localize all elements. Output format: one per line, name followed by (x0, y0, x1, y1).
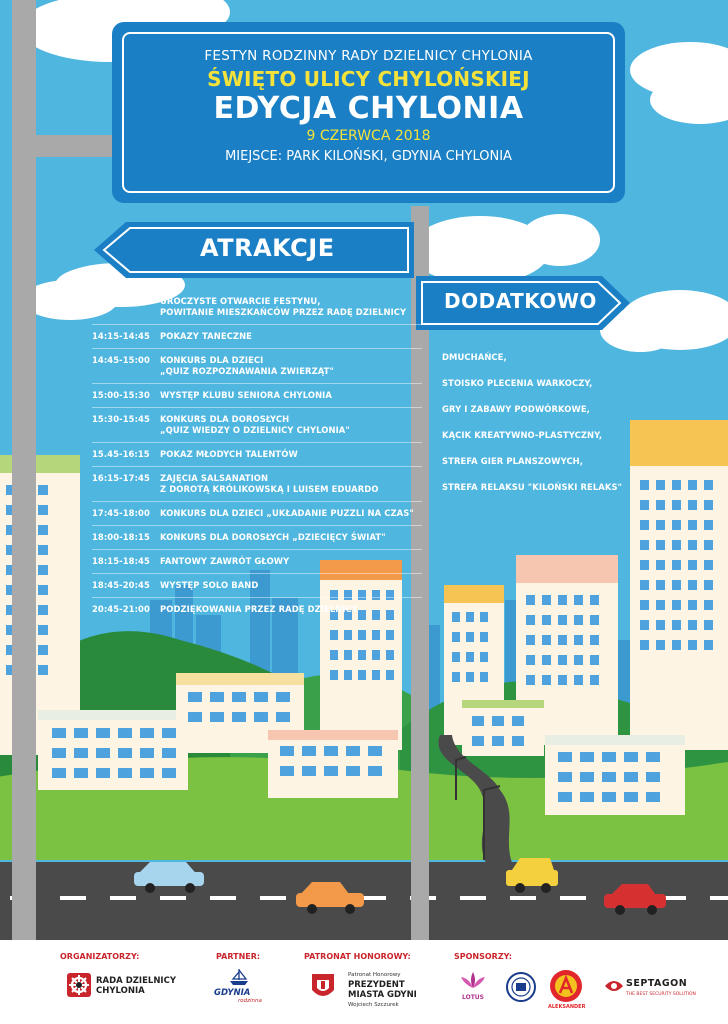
patronage-small-caption: Patronat Honorowy (348, 972, 401, 978)
schedule-divider (92, 383, 422, 384)
event-date: 9 CZERWCA 2018 (306, 128, 431, 144)
schedule-row (92, 390, 422, 401)
sponsors-label: SPONSORZY: (454, 952, 512, 961)
schedule-divider (92, 501, 422, 502)
partner-logo-subtext: rodzinna (238, 998, 262, 1004)
festival-organizer-heading: FESTYN RODZINNY RADY DZIELNICY CHYLONIA (204, 48, 533, 64)
schedule-row (92, 355, 422, 377)
schedule-description: KONKURS DLA DOROSŁYCH „DZIECIĘCY ŚWIAT" (160, 532, 386, 542)
schedule-time: 15:00-15:30 (92, 390, 150, 400)
round-seal-logo-icon (506, 972, 536, 1002)
schedule-divider (92, 442, 422, 443)
aleksander-badge-icon (548, 968, 584, 1004)
organizers-label: ORGANIZATORZY: (60, 952, 140, 961)
schedule-description: KONKURS DLA DOROSŁYCH (160, 414, 290, 424)
schedule-time: 14:00-14:15 (92, 296, 150, 306)
schedule-row (92, 473, 422, 495)
schedule-description: KONKURS DLA DZIECI (160, 355, 264, 365)
schedule-description: KONKURS DLA DZIECI „UKŁADANIE PUZZLI NA CZAS" (160, 508, 414, 518)
septagon-logo-text: SEPTAGON (626, 978, 688, 989)
schedule-time: 14:45-15:00 (92, 355, 150, 365)
partner-logo-text: GDYNIA (214, 988, 251, 998)
schedule-description: UROCZYSTE OTWARCIE FESTYNU, (160, 296, 321, 306)
extras-title: DODATKOWO (444, 289, 597, 313)
schedule-time: 18:00-18:15 (92, 532, 150, 542)
rada-dzielnicy-emblem-icon (66, 972, 92, 998)
schedule-divider (92, 597, 422, 598)
schedule-row (92, 532, 422, 543)
lotus-flower-icon (458, 970, 488, 992)
partner-label: PARTNER: (216, 952, 261, 961)
schedule-description: FANTOWY ZAWRÓT GŁOWY (160, 556, 290, 566)
schedule-divider (92, 324, 422, 325)
edition-title: EDYCJA CHYLONIA (213, 91, 524, 126)
schedule-description: ZAJĘCIA SALSANATION (160, 473, 269, 483)
schedule-divider (92, 549, 422, 550)
schedule-time: 17:45-18:00 (92, 508, 150, 518)
sponsors-footer (0, 940, 728, 1024)
schedule-description: POKAZ MŁODYCH TALENTÓW (160, 449, 298, 459)
attractions-schedule (92, 296, 422, 615)
organizer-name (96, 976, 176, 996)
patronage-title (348, 980, 417, 1000)
extras-item: GRY I ZABAWY PODWÓRKOWE, (442, 404, 590, 414)
schedule-time: 15:30-15:45 (92, 414, 150, 424)
patronage-title-line1: PREZYDENT (348, 980, 405, 990)
schedule-description-line2: POWITANIE MIESZKAŃCÓW PRZEZ RADĘ DZIELNICY (160, 307, 407, 317)
schedule-row (92, 449, 422, 460)
schedule-divider (92, 525, 422, 526)
event-name: ŚWIĘTO ULICY CHYLOŃSKIEJ (207, 67, 530, 91)
extras-item: DMUCHAŃCE, (442, 352, 507, 362)
main-title-sign (112, 22, 625, 203)
organizer-name-line2: CHYLONIA (96, 986, 145, 996)
schedule-row (92, 604, 422, 615)
schedule-description: WYSTĘP SOLO BAND (160, 580, 259, 590)
schedule-time: 14:15-14:45 (92, 331, 150, 341)
schedule-description: PODZIĘKOWANIA PRZEZ RADĘ DZIELNICY (160, 604, 359, 614)
ship-logo-icon (228, 968, 250, 986)
organizer-name-line1: RADA DZIELNICY (96, 976, 176, 986)
patronage-title-line2: MIASTA GDYNI (348, 990, 417, 1000)
schedule-divider (92, 466, 422, 467)
septagon-tagline: THE BEST SECURITY SOLUTION (626, 992, 696, 997)
schedule-time: 20:45-21:00 (92, 604, 150, 614)
schedule-divider (92, 407, 422, 408)
schedule-time: 18:15-18:45 (92, 556, 150, 566)
extras-item: STREFA RELAKSU "KILOŃSKI RELAKS" (442, 482, 623, 492)
schedule-row (92, 331, 422, 342)
schedule-row (92, 580, 422, 591)
schedule-time: 15.45-16:15 (92, 449, 150, 459)
main-title-sign-frame (122, 32, 615, 193)
schedule-divider (92, 348, 422, 349)
gdynia-crest-icon (306, 972, 340, 1002)
schedule-description-line2: Z DOROTĄ KRÓLIKOWSKĄ I LUISEM EDUARDO (160, 484, 379, 494)
event-location: MIEJSCE: PARK KILOŃSKI, GDYNIA CHYLONIA (225, 149, 512, 164)
schedule-divider (92, 573, 422, 574)
schedule-time: 18:45-20:45 (92, 580, 150, 590)
attractions-title: ATRAKCJE (200, 234, 335, 262)
extras-item: STREFA GIER PLANSZOWYCH, (442, 456, 584, 466)
extras-item: KĄCIK KREATYWNO-PLASTYCZNY, (442, 430, 603, 440)
patronage-person: Wojciech Szczurek (348, 1002, 399, 1008)
septagon-logo-icon (604, 978, 624, 994)
schedule-row (92, 508, 422, 519)
extras-list (442, 352, 672, 508)
schedule-row (92, 296, 422, 318)
aleksander-logo-text: ALEKSANDER (548, 1004, 586, 1010)
patronage-label: PATRONAT HONOROWY: (304, 952, 411, 961)
schedule-description: POKAZY TANECZNE (160, 331, 253, 341)
schedule-time: 16:15-17:45 (92, 473, 150, 483)
schedule-description-line2: „QUIZ WIEDZY O DZIELNICY CHYLONIA" (160, 425, 350, 435)
schedule-row (92, 556, 422, 567)
schedule-row (92, 414, 422, 436)
schedule-description-line2: „QUIZ ROZPOZNAWANIA ZWIERZĄT" (160, 366, 334, 376)
schedule-description: WYSTĘP KLUBU SENIORA CHYLONIA (160, 390, 332, 400)
lotus-logo-text: LOTUS (462, 994, 484, 1001)
extras-item: STOISKO PLECENIA WARKOCZY, (442, 378, 593, 388)
